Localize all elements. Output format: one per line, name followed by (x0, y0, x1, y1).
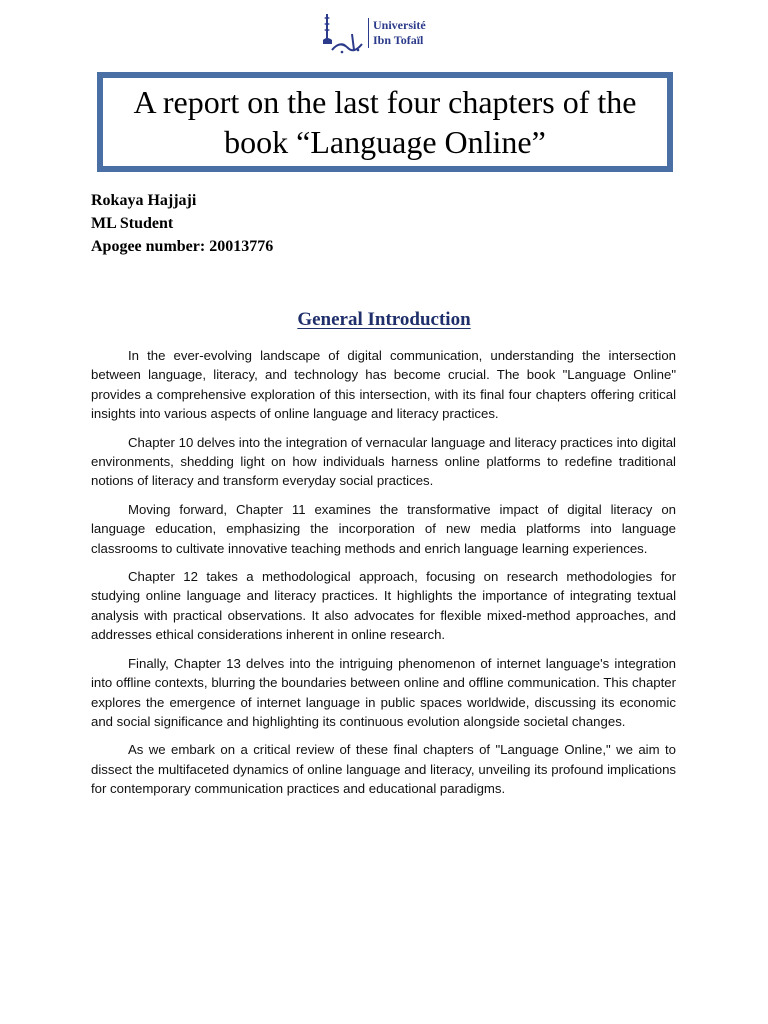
title-line-1: A report on the last four chapters of the (133, 84, 637, 120)
author-block (91, 189, 273, 258)
university-logo (318, 10, 446, 56)
title-box-inner (103, 78, 667, 166)
logo-wordmark (368, 18, 426, 48)
logo-line-2: Ibn Tofaïl (373, 33, 424, 47)
apogee-number: Apogee number: 20013776 (91, 238, 274, 255)
introduction-body (91, 346, 676, 808)
paragraph: In the ever-evolving landscape of digital communication, understanding the intersection between language, literacy, and technology has become crucial. The book "Language Online" provides a comprehensive exploration of this intersection, with its final four chapters offering critical insights into various aspects of online language and literacy practices. (91, 348, 676, 422)
section-heading (0, 308, 768, 332)
author-name: Rokaya Hajjaji (91, 192, 197, 209)
logo-line-1: Université (373, 18, 426, 32)
title-line-2: book “Language Online” (224, 124, 546, 160)
university-emblem-icon (318, 10, 366, 56)
paragraph: Finally, Chapter 13 delves into the intriguing phenomenon of internet language's integration into offline contexts, blurring the boundaries between online and offline communication. This chapter explores the emergence of internet language in public spaces worldwide, discussing its economic and social significance and highlighting its continuous evolution alongside societal changes. (91, 655, 676, 729)
paragraph: Chapter 10 delves into the integration of vernacular language and literacy practices into digital environments, shedding light on how individuals harness online platforms to redefine traditional notions of literacy and transform everyday social practices. (91, 434, 676, 489)
author-role: ML Student (91, 215, 174, 232)
paragraph: Moving forward, Chapter 11 examines the transformative impact of digital literacy on language education, emphasizing the incorporation of new media platforms into language classrooms to cultivate innovative teaching methods and enrich language learning experiences. (91, 501, 676, 556)
title-box (97, 72, 673, 172)
paragraph: Chapter 12 takes a methodological approach, focusing on research methodologies for studying online language and literacy practices. It highlights the importance of integrating textual analysis with practical observations. It also advocates for flexible mixed-method approaches, and addresses ethical considerations inherent in online research. (91, 569, 676, 643)
paragraph: As we embark on a critical review of these final chapters of "Language Online," we aim to dissect the multifaceted dynamics of online language and literacy, unveiling its profound implications for contemporary communication practices and educational paradigms. (91, 742, 676, 797)
section-heading-text: General Introduction (297, 309, 471, 330)
